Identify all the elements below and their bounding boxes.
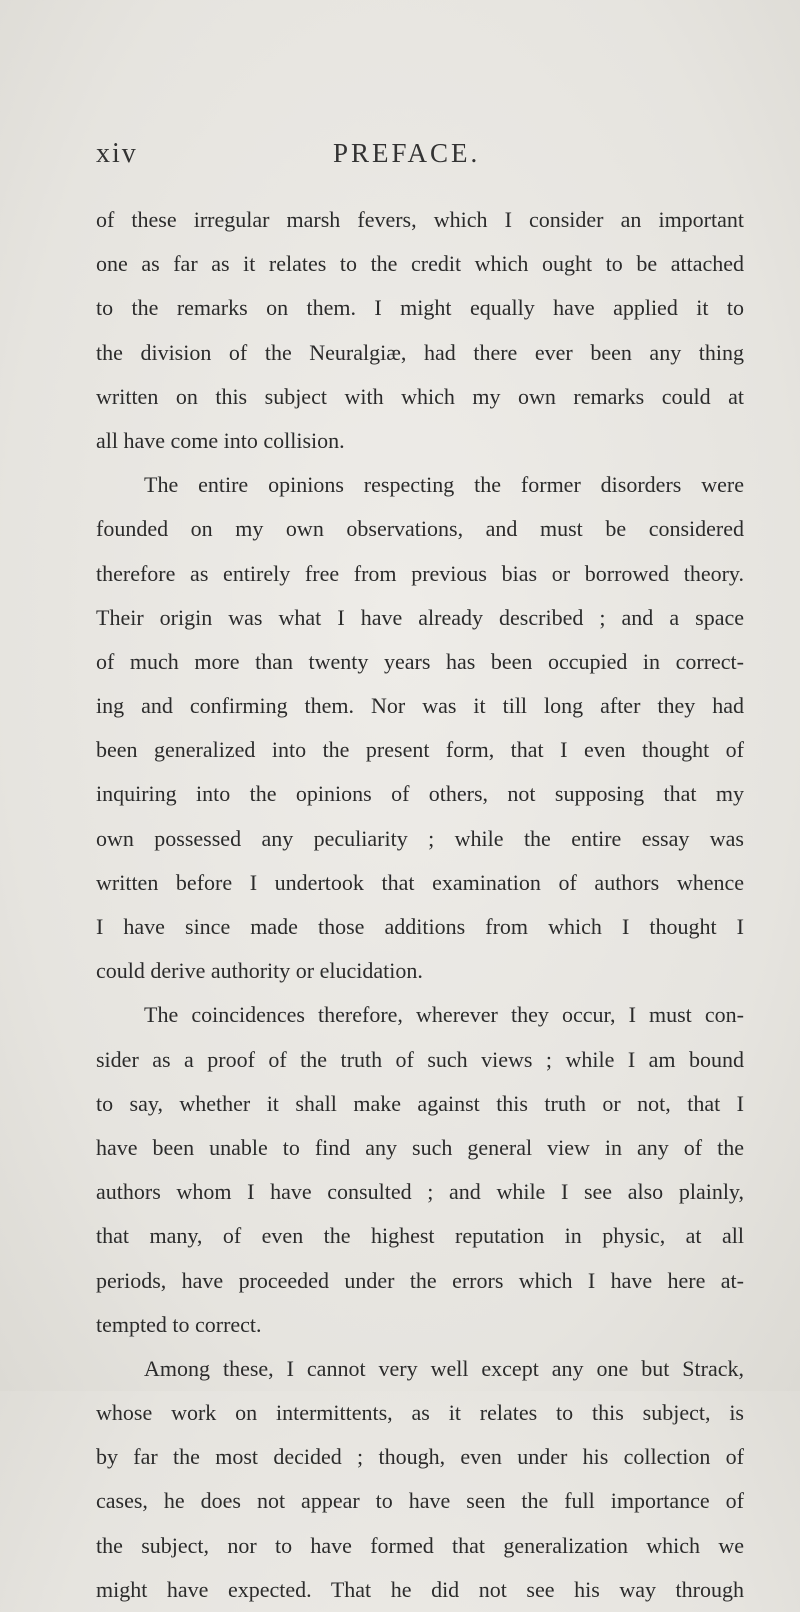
- text-line: been generalized into the present form, that I even thought of: [96, 737, 744, 763]
- text-line: Among these, I cannot very well except any one but Strack,: [144, 1355, 744, 1381]
- text-line: written before I undertook that examination of authors whence: [96, 869, 744, 895]
- text-line: tempted to correct.: [96, 1311, 262, 1337]
- text-line: of much more than twenty years has been occupied in correct-: [96, 648, 744, 674]
- page-number: xiv: [96, 138, 138, 169]
- text-line: own possessed any peculiarity ; while the entire essay was: [96, 825, 744, 851]
- body-text: [96, 198, 744, 1612]
- running-head: [96, 138, 744, 178]
- text-line: I have since made those additions from which I thought I: [96, 914, 744, 939]
- section-title: PREFACE.: [333, 138, 481, 168]
- text-line: inquiring into the opinions of others, not supposing that my: [96, 781, 744, 807]
- text-line: written on this subject with which my own remarks could at: [96, 383, 744, 409]
- text-line: might have expected. That he did not see his way through: [96, 1576, 744, 1602]
- text-line: therefore as entirely free from previous bias or borrowed theory.: [96, 560, 744, 586]
- text-line: by far the most decided ; though, even under his collection of: [96, 1444, 744, 1470]
- text-line: The entire opinions respecting the former disorders were: [144, 472, 744, 498]
- text-line: all have come into collision.: [96, 427, 345, 453]
- text-line: Their origin was what I have already described ; and a space: [96, 604, 744, 630]
- text-line: of these irregular marsh fevers, which I consider an important: [96, 207, 744, 232]
- text-line: founded on my own observations, and must be considered: [96, 516, 744, 542]
- text-line: authors whom I have consulted ; and while I see also plainly,: [96, 1179, 744, 1205]
- text-line: periods, have proceeded under the errors which I have here at-: [96, 1267, 744, 1293]
- text-line: whose work on intermittents, as it relates to this subject, is: [96, 1400, 744, 1426]
- text-line: have been unable to find any such general view in any of the: [96, 1134, 744, 1160]
- text-line: could derive authority or elucidation.: [96, 958, 423, 984]
- text-line: one as far as it relates to the credit which ought to be attached: [96, 251, 744, 277]
- text-line: the subject, nor to have formed that generalization which we: [96, 1532, 744, 1558]
- text-line: ing and confirming them. Nor was it till long after they had: [96, 693, 744, 719]
- text-line: The coincidences therefore, wherever they occur, I must con-: [144, 1002, 744, 1028]
- text-line: that many, of even the highest reputation in physic, at all: [96, 1223, 744, 1249]
- text-line: sider as a proof of the truth of such views ; while I am bound: [96, 1046, 744, 1072]
- text-line: to say, whether it shall make against this truth or not, that I: [96, 1090, 744, 1116]
- text-line: cases, he does not appear to have seen the full importance of: [96, 1488, 744, 1514]
- text-line: to the remarks on them. I might equally have applied it to: [96, 295, 744, 321]
- text-line: the division of the Neuralgiæ, had there ever been any thing: [96, 339, 744, 365]
